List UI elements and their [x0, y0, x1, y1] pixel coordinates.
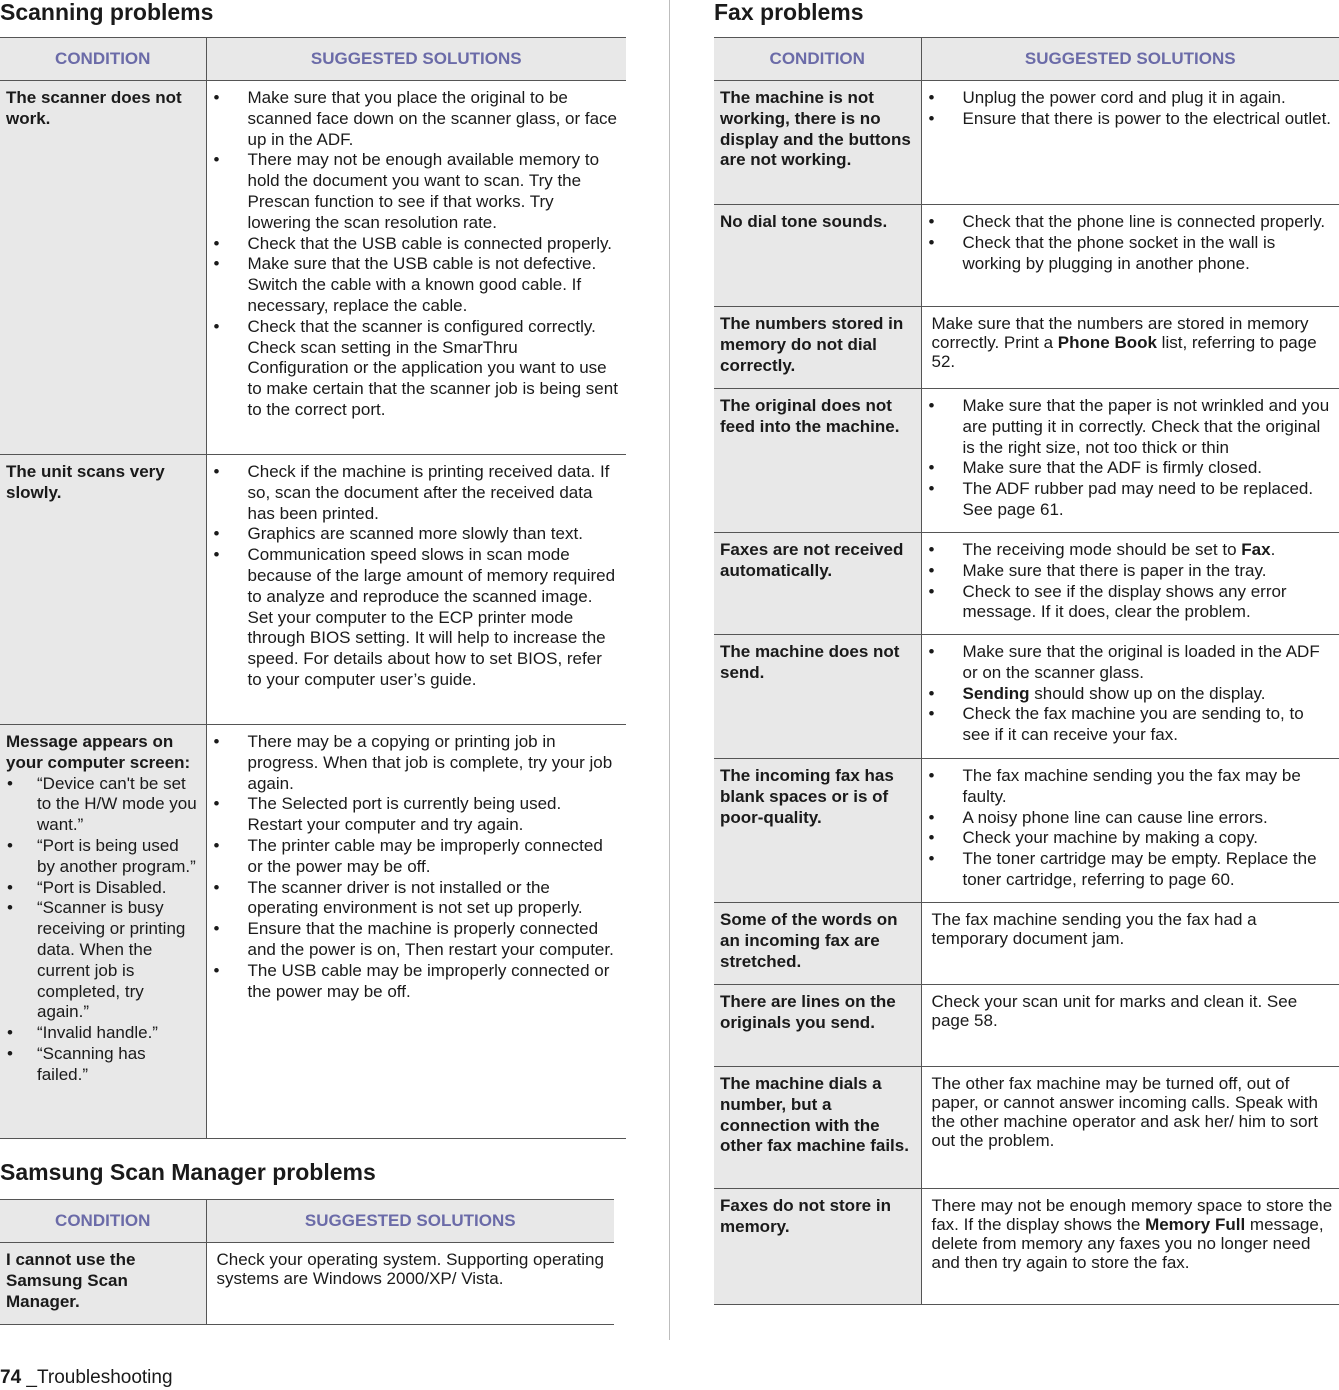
table-header-row [714, 38, 1339, 81]
list-item: • There may be a copying or printing job in progress. When that job is complete, try your job again. [213, 732, 621, 794]
solution-text-part: The receiving mode should be set to [962, 540, 1242, 559]
condition-cell: Faxes are not received automatically. [714, 533, 921, 635]
solution-list [928, 396, 1334, 521]
solutions-cell [921, 903, 1339, 985]
list-item: • Make sure that you place the original to be scanned face down on the scanner glass, or face up in the ADF. [213, 88, 621, 150]
list-item: • Make sure that the USB cable is not defective. Switch the cable with a known good cable. If necessary, replace the cable. [213, 254, 621, 316]
list-item: • Check that the USB cable is connected properly. [213, 234, 621, 255]
list-item: • Make sure that the ADF is firmly closed. [928, 458, 1334, 479]
left-column [0, 0, 626, 1325]
column-divider [669, 0, 670, 1340]
solution-text-part: . [1270, 540, 1276, 559]
table-row [0, 81, 626, 455]
page-number: 74 [0, 1367, 22, 1388]
list-item: • Communication speed slows in scan mode because of the large amount of memory required to analyze and reproduce the scanned image. Set your computer to the ECP printer mode through BIOS setting. It will help to increase the speed. For details about how to set BIOS, refer to your computer user’s guide. [213, 545, 621, 691]
table-row [714, 1189, 1339, 1305]
fax-problems-heading: Fax problems [714, 0, 864, 25]
solution-text: Check your scan unit for marks and clean it. See page 58. [931, 992, 1298, 1030]
list-item: • The printer cable may be improperly connected or the power may be off. [213, 836, 621, 878]
solution-text-part: There may not be enough memory space to store the fax. If the display shows the [931, 1196, 1333, 1234]
solutions-cell [206, 1243, 614, 1325]
solutions-cell [921, 1067, 1339, 1189]
phone-book-term: Phone Book [1057, 333, 1157, 352]
solution-list [928, 212, 1334, 274]
list-item: • A noisy phone line can cause line errors. [928, 808, 1334, 829]
solution-text [928, 1196, 1334, 1272]
condition-cell: The scanner does not work. [0, 81, 206, 455]
condition-cell: The machine is not working, there is no display and the buttons are not working. [714, 81, 921, 205]
solution-list [928, 766, 1334, 891]
solution-text: The other fax machine may be turned off, out of paper, or cannot answer incoming calls. Speak with the other machine operator and ask her/ him to sort out the problem. [931, 1074, 1318, 1150]
table-row [714, 1067, 1339, 1189]
table-row [0, 455, 626, 725]
table-header-row [0, 38, 626, 81]
scanning-problems-table [0, 37, 626, 1139]
table-header-row [0, 1200, 614, 1243]
list-item: • The Selected port is currently being used. Restart your computer and try again. [213, 794, 621, 836]
solutions-cell [206, 81, 626, 455]
condition-cell: The numbers stored in memory do not dial correctly. [714, 307, 921, 389]
table-row [714, 205, 1339, 307]
list-item [928, 684, 1334, 705]
list-item: • Check your machine by making a copy. [928, 828, 1334, 849]
table-row [714, 903, 1339, 985]
list-item: • Check the fax machine you are sending to, to see if it can receive your fax. [928, 704, 1334, 746]
list-item: • Make sure that there is paper in the tray. [928, 561, 1334, 582]
condition-cell: There are lines on the originals you send. [714, 985, 921, 1067]
solutions-cell [921, 389, 1339, 533]
condition-cell: The unit scans very slowly. [0, 455, 206, 725]
list-item: • The ADF rubber pad may need to be replaced. See page 61. [928, 479, 1334, 521]
list-item: • “Scanning has failed.” [6, 1044, 200, 1086]
condition-cell: The machine dials a number, but a connection with the other fax machine fails. [714, 1067, 921, 1189]
solution-text [928, 314, 1334, 371]
list-item: • Check if the machine is printing received data. If so, scan the document after the received data has been printed. [213, 462, 621, 524]
fax-problems-table [714, 37, 1339, 1305]
solutions-cell [206, 725, 626, 1139]
list-item: • Ensure that the machine is properly connected and the power is on, Then restart your computer. [213, 919, 621, 961]
table-row [714, 759, 1339, 903]
solutions-cell [921, 533, 1339, 635]
solution-list [928, 88, 1334, 130]
solutions-cell [921, 759, 1339, 903]
solution-text-part: Make sure that the numbers are stored in memory correctly. Print a [931, 314, 1309, 352]
table-row [714, 985, 1339, 1067]
condition-cell: I cannot use the Samsung Scan Manager. [0, 1243, 206, 1325]
list-item: • The fax machine sending you the fax may be faulty. [928, 766, 1334, 808]
solution-list [928, 540, 1334, 623]
condition-cell: No dial tone sounds. [714, 205, 921, 307]
condition-column-header: CONDITION [0, 38, 206, 81]
list-item: • There may not be enough available memory to hold the document you want to scan. Try the Prescan function to see if that works. Try lowering the scan resolution rate. [213, 150, 621, 233]
list-item [928, 540, 1334, 561]
solution-list [213, 732, 621, 1002]
list-item: • “Invalid handle.” [6, 1023, 200, 1044]
ssm-problems-heading: Samsung Scan Manager problems [0, 1159, 376, 1185]
right-column [714, 0, 1339, 1305]
condition-cell: Faxes do not store in memory. [714, 1189, 921, 1305]
table-row [714, 533, 1339, 635]
condition-cell: The machine does not send. [714, 635, 921, 759]
list-item: • “Port is being used by another program.” [6, 836, 200, 878]
solution-text: The fax machine sending you the fax had a temporary document jam. [931, 910, 1257, 948]
list-item: • Check to see if the display shows any error message. If it does, clear the problem. [928, 582, 1334, 624]
list-item: • Check that the scanner is configured correctly. Check scan setting in the SmarThru Configuration or the application you want to use to make certain that the scanner job is being sent to the correct port. [213, 317, 621, 421]
condition-column-header: CONDITION [0, 1200, 206, 1243]
ssm-problems-table [0, 1199, 614, 1325]
list-item: • The USB cable may be improperly connected or the power may be off. [213, 961, 621, 1003]
list-item: • Check that the phone line is connected properly. [928, 212, 1334, 233]
list-item: • Ensure that there is power to the electrical outlet. [928, 109, 1334, 130]
solutions-cell [921, 205, 1339, 307]
fax-mode-term: Fax [1241, 540, 1271, 559]
solutions-cell [921, 985, 1339, 1067]
table-row [714, 81, 1339, 205]
table-row [714, 389, 1339, 533]
solutions-cell [921, 307, 1339, 389]
memory-full-term: Memory Full [1145, 1215, 1246, 1234]
scanning-problems-heading: Scanning problems [0, 0, 214, 25]
solutions-cell [921, 1189, 1339, 1305]
condition-text: Message appears on your computer screen: [6, 732, 191, 772]
message-list [6, 774, 200, 1086]
list-item: • The toner cartridge may be empty. Replace the toner cartridge, referring to page 60. [928, 849, 1334, 891]
list-item: • Graphics are scanned more slowly than text. [213, 524, 621, 545]
list-item: • “Port is Disabled. [6, 878, 200, 899]
section-name: _Troubleshooting [26, 1367, 173, 1388]
condition-cell: Some of the words on an incoming fax are stretched. [714, 903, 921, 985]
table-row [0, 725, 626, 1139]
solution-text-part: message, delete from memory any faxes you no longer need and then try again to store the fax. [931, 1215, 1324, 1272]
solution-list [928, 642, 1334, 746]
solutions-cell [921, 635, 1339, 759]
page-footer [0, 1366, 173, 1390]
solution-text: Check your operating system. Supporting operating systems are Windows 2000/XP/ Vista. [216, 1250, 604, 1288]
table-row [0, 1243, 614, 1325]
condition-column-header: CONDITION [714, 38, 921, 81]
condition-cell: The original does not feed into the machine. [714, 389, 921, 533]
solution-list [213, 88, 621, 421]
sending-term: Sending [962, 683, 1030, 703]
list-item: • Unplug the power cord and plug it in again. [928, 88, 1334, 109]
solution-text-part: list, referring to page 52. [931, 333, 1317, 371]
solutions-column-header: SUGGESTED SOLUTIONS [206, 1200, 614, 1243]
condition-cell [0, 725, 206, 1139]
solutions-cell [921, 81, 1339, 205]
list-item: • “Device can't be set to the H/W mode you want.” [6, 774, 200, 836]
solution-list [213, 462, 621, 691]
solution-text-part: should show up on the display. [1029, 683, 1266, 703]
solutions-cell [206, 455, 626, 725]
list-item: • Make sure that the paper is not wrinkled and you are putting it in correctly. Check that the original is the right size, not too thick or thin [928, 396, 1334, 458]
table-row [714, 307, 1339, 389]
list-item: • Check that the phone socket in the wall is working by plugging in another phone. [928, 233, 1334, 275]
solutions-column-header: SUGGESTED SOLUTIONS [206, 38, 626, 81]
list-item: • “Scanner is busy receiving or printing data. When the current job is completed, try again.” [6, 898, 200, 1023]
condition-cell: The incoming fax has blank spaces or is of poor-quality. [714, 759, 921, 903]
solutions-column-header: SUGGESTED SOLUTIONS [921, 38, 1339, 81]
table-row [714, 635, 1339, 759]
list-item: • The scanner driver is not installed or the operating environment is not set up properly. [213, 878, 621, 920]
list-item: • Make sure that the original is loaded in the ADF or on the scanner glass. [928, 642, 1334, 684]
